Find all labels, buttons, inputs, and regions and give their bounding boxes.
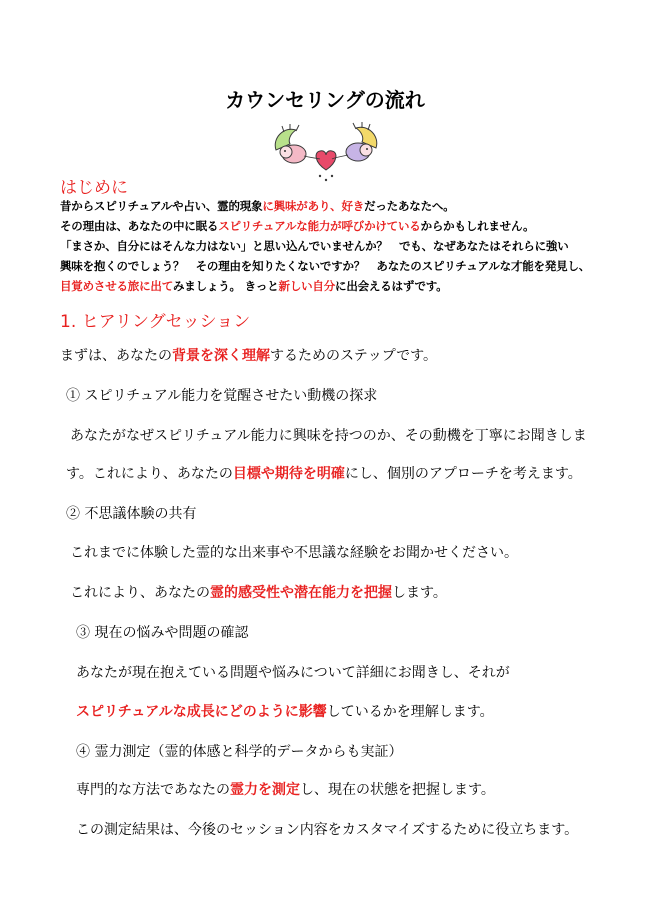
- text-segment: す。これにより、あなたの: [66, 466, 233, 482]
- intro-line: [60, 258, 590, 274]
- text-segment: だったあなたへ。: [364, 199, 455, 213]
- section-heading: 1. ヒアリングセッション: [60, 312, 251, 332]
- text-segment: します。: [392, 585, 447, 601]
- item-line: [70, 425, 587, 445]
- text-segment: あなたが現在抱えている問題や悩みについて詳細にお聞きし、それが: [76, 665, 510, 681]
- item-line: [76, 701, 494, 721]
- text-segment: みましょう。 きっと: [173, 279, 279, 293]
- text-segment: にし、個別のアプローチを考えます。: [344, 466, 582, 482]
- text-segment: しているかを理解します。: [326, 704, 494, 720]
- highlight-text: 背景を深く理解: [172, 348, 270, 364]
- text-segment: 「まさか、自分にはそんな力はない」と思い込んでいませんか？ でも、なぜあなたはそれらに強い: [60, 239, 569, 253]
- highlight-text: 霊的感受性や潜在能力を把握: [210, 585, 392, 601]
- text-segment: これまでに体験した霊的な出来事や不思議な経験をお聞かせください。: [70, 545, 518, 561]
- item-line: [76, 779, 495, 799]
- highlight-text: 目覚めさせる旅に出て: [60, 279, 173, 293]
- angels-with-heart-icon: [270, 122, 382, 184]
- item-title: ③ 現在の悩みや問題の確認: [76, 625, 249, 641]
- item-line: [76, 662, 510, 682]
- intro-line: [60, 198, 454, 214]
- intro-line: [60, 238, 569, 254]
- item-line: [70, 542, 518, 562]
- highlight-text: スピリチュアルな成長にどのように影響: [76, 704, 327, 720]
- text-segment: 興味を抱くのでしょう？ その理由を知りたくないですか？ あなたのスピリチュアルな才能を発見し、: [60, 259, 591, 273]
- highlight-text: 霊力を測定: [230, 782, 300, 798]
- highlight-text: 新しい自分: [278, 279, 336, 293]
- item-title: ② 不思議体験の共有: [66, 506, 197, 522]
- text-segment: その理由は、あなたの中に眠る: [60, 219, 219, 233]
- page-title: カウンセリングの流れ: [225, 88, 425, 112]
- text-segment: この測定結果は、今後のセッション内容をカスタマイズするために役立ちます。: [76, 822, 579, 838]
- text-segment: に出会えるはずです。: [335, 279, 448, 293]
- intro-line: [60, 278, 447, 294]
- item-line: [76, 819, 578, 839]
- item-title: ① スピリチュアル能力を覚醒させたい動機の探求: [66, 388, 378, 404]
- intro-heading: はじめに: [60, 178, 128, 198]
- text-segment: からかもしれません。: [420, 219, 535, 233]
- item-line: [66, 463, 582, 483]
- text-segment: し、現在の状態を把握します。: [300, 782, 495, 798]
- intro-line: [60, 218, 534, 234]
- text-segment: するためのステップです。: [270, 348, 438, 364]
- highlight-text: に興味があり、好き: [262, 199, 365, 213]
- text-segment: これにより、あなたの: [70, 585, 210, 601]
- highlight-text: スピリチュアルな能力が呼びかけている: [218, 219, 421, 233]
- text-segment: 専門的な方法であなたの: [76, 782, 230, 798]
- item-line: [70, 582, 447, 602]
- highlight-text: 目標や期待を明確: [232, 466, 345, 482]
- section-lead: [60, 345, 437, 365]
- text-segment: あなたがなぜスピリチュアル能力に興味を持つのか、その動機を丁寧にお聞きしま: [70, 428, 587, 444]
- item-title: ④ 霊力測定（霊的体感と科学的データからも実証）: [76, 744, 403, 760]
- text-segment: まずは、あなたの: [60, 348, 172, 364]
- text-segment: 昔からスピリチュアルや占い、霊的現象: [60, 199, 263, 213]
